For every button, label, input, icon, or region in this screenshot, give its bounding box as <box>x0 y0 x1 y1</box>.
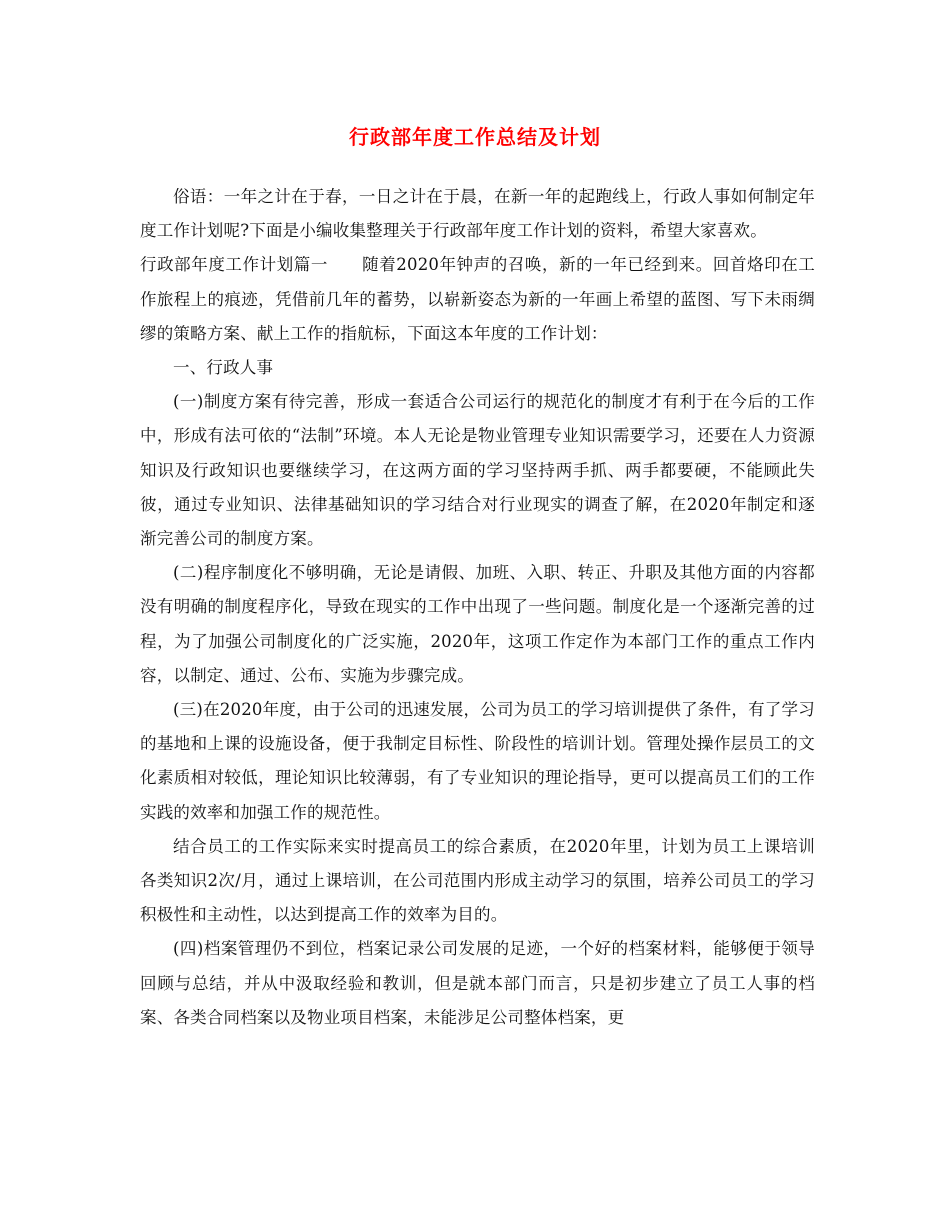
item-paragraph-2: (二)程序制度化不够明确，无论是请假、加班、入职、转正、升职及其他方面的内容都没有明确的制度程序化，导致在现实的工作中出现了一些问题。制度化是一个逐渐完善的过程，为了加强公司制度化的广泛实施，2020年，这项工作定作为本部门工作的重点工作内容，以制定、通过、公布、实施为步骤完成。 <box>140 563 815 685</box>
item-paragraph-4: (四)档案管理仍不到位，档案记录公司发展的足迹，一个好的档案材料，能够便于领导回顾与总结，并从中汲取经验和教训，但是就本部门而言，只是初步建立了员工人事的档案、各类合同档案以及物业项目档案，未能涉足公司整体档案，更 <box>140 939 815 1027</box>
item-paragraph-1: (一)制度方案有待完善，形成一套适合公司运行的规范化的制度才有利于在今后的工作中，形成有法可依的“法制”环境。本人无论是物业管理专业知识需要学习，还要在人力资源知识及行政知识也要继续学习，在这两方面的学习坚持两手抓、两手都要硬，不能顾此失彼，通过专业知识、法律基础知识的学习结合对行业现实的调查了解，在2020年制定和逐渐完善公司的制度方案。 <box>140 392 815 549</box>
intro-paragraph: 俗语：一年之计在于春，一日之计在于晨，在新一年的起跑线上，行政人事如何制定年度工作计划呢?下面是小编收集整理关于行政部年度工作计划的资料，希望大家喜欢。 <box>140 187 815 241</box>
document-title: 行政部年度工作总结及计划 <box>349 125 601 149</box>
plan-intro-paragraph: 行政部年度工作计划篇一 随着2020年钟声的召唤，新的一年已经到来。回首烙印在工作旅程上的痕迹，凭借前几年的蓄势，以崭新姿态为新的一年画上希望的蓝图、写下未雨绸缪的策略方案、献上工作的指航标，下面这本年度的工作计划： <box>140 255 815 343</box>
section-heading: 一、行政人事 <box>173 358 274 378</box>
document-body <box>140 180 815 1035</box>
item-paragraph-3: (三)在2020年度，由于公司的迅速发展，公司为员工的学习培训提供了条件，有了学习的基地和上课的设施设备，便于我制定目标性、阶段性的培训计划。管理处操作层员工的文化素质相对较低，理论知识比较薄弱，有了专业知识的理论指导，更可以提高员工们的工作实践的效率和加强工作的规范性。 <box>140 700 815 822</box>
training-paragraph: 结合员工的工作实际来实时提高员工的综合素质，在2020年里，计划为员工上课培训各类知识2次/月，通过上课培训，在公司范围内形成主动学习的氛围，培养公司员工的学习积极性和主动性，以达到提高工作的效率为目的。 <box>140 836 815 925</box>
